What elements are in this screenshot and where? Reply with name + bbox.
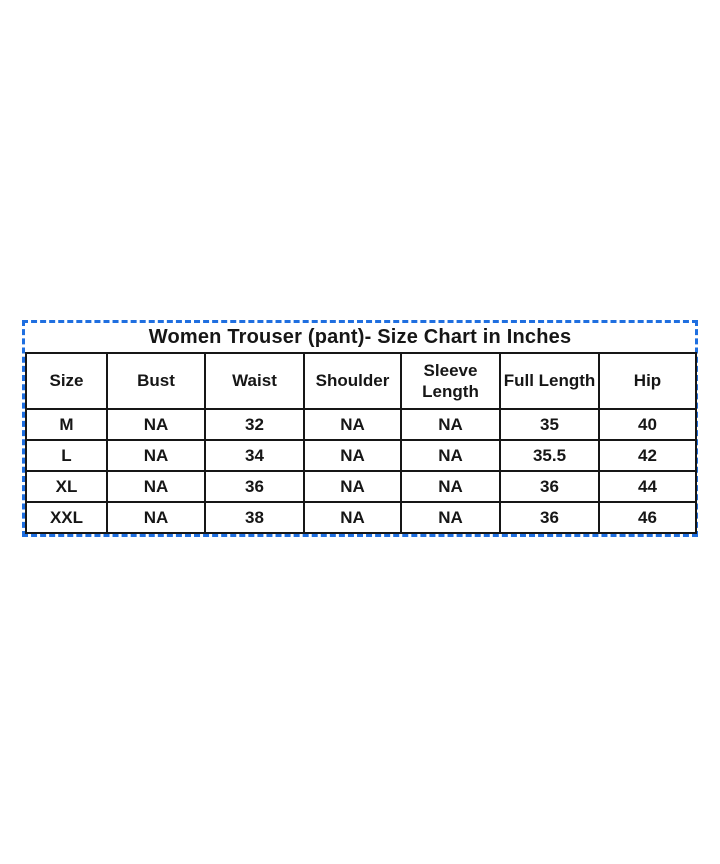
table-cell: NA <box>401 502 500 533</box>
table-cell: NA <box>401 471 500 502</box>
table-cell: NA <box>304 502 401 533</box>
column-header-bust: Bust <box>107 353 205 409</box>
table-cell: 46 <box>599 502 696 533</box>
table-cell: 34 <box>205 440 304 471</box>
table-cell: 35.5 <box>500 440 599 471</box>
column-header-hip: Hip <box>599 353 696 409</box>
table-row <box>26 502 696 533</box>
table-cell: NA <box>107 409 205 440</box>
table-cell: NA <box>304 440 401 471</box>
table-cell: 36 <box>205 471 304 502</box>
table-cell: NA <box>107 471 205 502</box>
column-header-size: Size <box>26 353 107 409</box>
table-cell: 32 <box>205 409 304 440</box>
table-cell: 36 <box>500 502 599 533</box>
size-chart-header-row <box>26 353 696 409</box>
table-cell: 38 <box>205 502 304 533</box>
table-cell: 36 <box>500 471 599 502</box>
table-row <box>26 471 696 502</box>
table-cell: M <box>26 409 107 440</box>
table-row <box>26 409 696 440</box>
table-cell: L <box>26 440 107 471</box>
column-header-sleeve-length: Sleeve Length <box>401 353 500 409</box>
table-cell: 42 <box>599 440 696 471</box>
table-cell: XL <box>26 471 107 502</box>
size-chart-title: Women Trouser (pant)- Size Chart in Inches <box>148 326 572 348</box>
table-cell: 35 <box>500 409 599 440</box>
table-cell: NA <box>304 471 401 502</box>
table-cell: NA <box>304 409 401 440</box>
column-header-full-length: Full Length <box>500 353 599 409</box>
column-header-waist: Waist <box>205 353 304 409</box>
table-cell: XXL <box>26 502 107 533</box>
table-cell: 40 <box>599 409 696 440</box>
table-cell: NA <box>401 440 500 471</box>
size-chart-table <box>25 352 697 534</box>
table-row <box>26 440 696 471</box>
size-chart-body <box>26 409 696 533</box>
table-cell: NA <box>107 502 205 533</box>
table-cell: 44 <box>599 471 696 502</box>
table-cell: NA <box>107 440 205 471</box>
column-header-shoulder: Shoulder <box>304 353 401 409</box>
size-chart-selection-box <box>22 320 698 537</box>
table-cell: NA <box>401 409 500 440</box>
